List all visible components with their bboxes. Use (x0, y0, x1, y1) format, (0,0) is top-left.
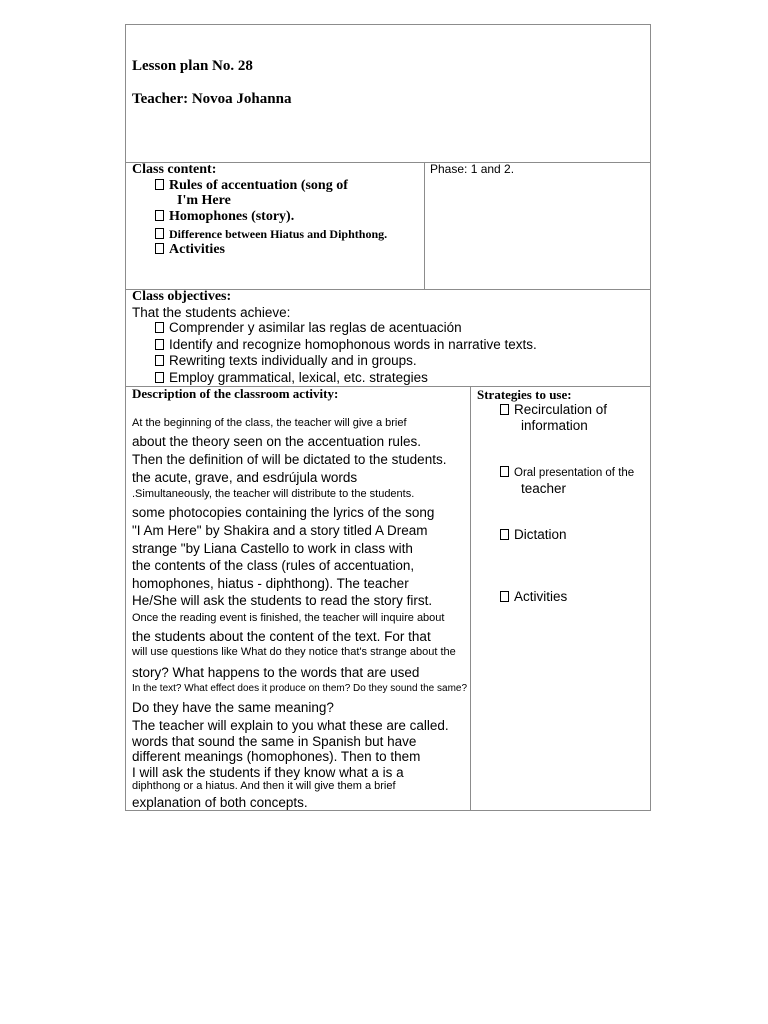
activity-line: about the theory seen on the accentuation rules. (132, 434, 421, 449)
content-item: Activities (155, 243, 225, 257)
activity-line: Do they have the same meaning? (132, 700, 334, 715)
class-content-heading: Class content: (132, 162, 217, 177)
activity-line: the students about the content of the text. For that (132, 629, 431, 644)
teacher-name: Teacher: Novoa Johanna (132, 91, 292, 107)
bullet-icon (155, 243, 164, 254)
activity-line: I will ask the students if they know what a is a (132, 765, 404, 780)
strategy-item-continuation: information (521, 418, 588, 433)
phase-label: Phase: 1 and 2. (430, 162, 515, 176)
bullet-icon (155, 210, 164, 221)
strategy-item-continuation: teacher (521, 481, 567, 496)
bullet-icon (155, 179, 164, 190)
activity-line: different meanings (homophones). Then to them (132, 749, 421, 764)
activity-line: In the text? What effect does it produce on them? Do they sound the same? (132, 683, 468, 694)
content-divider (424, 162, 425, 290)
activity-line: .Simultaneously, the teacher will distribute to the students. (132, 488, 415, 500)
activity-line: homophones, hiatus - diphthong). The teacher (132, 576, 409, 591)
activity-line: words that sound the same in Spanish but have (132, 734, 417, 749)
strategy-item: Dictation (500, 528, 567, 542)
strategy-item: Activities (500, 590, 567, 604)
content-item: Difference between Hiatus and Diphthong. (155, 228, 387, 240)
activity-line: the contents of the class (rules of accentuation, (132, 558, 415, 573)
activity-line: diphthong or a hiatus. And then it will give them a brief (132, 780, 396, 792)
activity-line: "I Am Here" by Shakira and a story titled A Dream (132, 523, 428, 538)
activity-line: the acute, grave, and esdrújula words (132, 470, 358, 485)
bullet-icon (500, 529, 509, 540)
objectives-intro: That the students achieve: (132, 305, 291, 320)
bullet-icon (500, 404, 509, 415)
bullet-icon (155, 372, 164, 383)
objective-item: Employ grammatical, lexical, etc. strategies (155, 371, 428, 385)
objective-item: Identify and recognize homophonous words in narrative texts. (155, 338, 537, 352)
activity-line: some photocopies containing the lyrics of the song (132, 505, 435, 520)
lesson-plan-title: Lesson plan No. 28 (132, 58, 253, 74)
strategy-item: Oral presentation of the (500, 466, 634, 480)
bullet-icon (155, 322, 164, 333)
activity-line: strange "by Liana Castello to work in class with (132, 541, 413, 556)
class-objectives-heading: Class objectives: (132, 289, 232, 304)
activity-line: The teacher will explain to you what these are called. (132, 718, 449, 733)
bullet-icon (500, 591, 509, 602)
activity-divider (470, 386, 471, 811)
bullet-icon (500, 466, 509, 477)
objective-item: Comprender y asimilar las reglas de acentuación (155, 321, 462, 335)
activity-line: Then the definition of will be dictated to the students. (132, 452, 447, 467)
activity-line: At the beginning of the class, the teacher will give a brief (132, 417, 407, 429)
activity-line: explanation of both concepts. (132, 795, 308, 810)
activity-line: will use questions like What do they notice that's strange about the (132, 646, 456, 658)
strategy-item: Recirculation of (500, 403, 607, 417)
activity-line: Once the reading event is finished, the teacher will inquire about (132, 612, 445, 624)
strategies-heading: Strategies to use: (477, 387, 572, 402)
bullet-icon (155, 228, 164, 239)
bullet-icon (155, 355, 164, 366)
content-item-continuation: I'm Here (177, 193, 231, 208)
activity-line: He/She will ask the students to read the story first. (132, 593, 433, 608)
content-item: Rules of accentuation (song of (155, 179, 348, 193)
activity-heading: Description of the classroom activity: (132, 386, 339, 401)
activity-line: story? What happens to the words that are used (132, 665, 420, 680)
objective-item: Rewriting texts individually and in groups. (155, 354, 417, 368)
bullet-icon (155, 339, 164, 350)
content-item: Homophones (story). (155, 210, 294, 224)
